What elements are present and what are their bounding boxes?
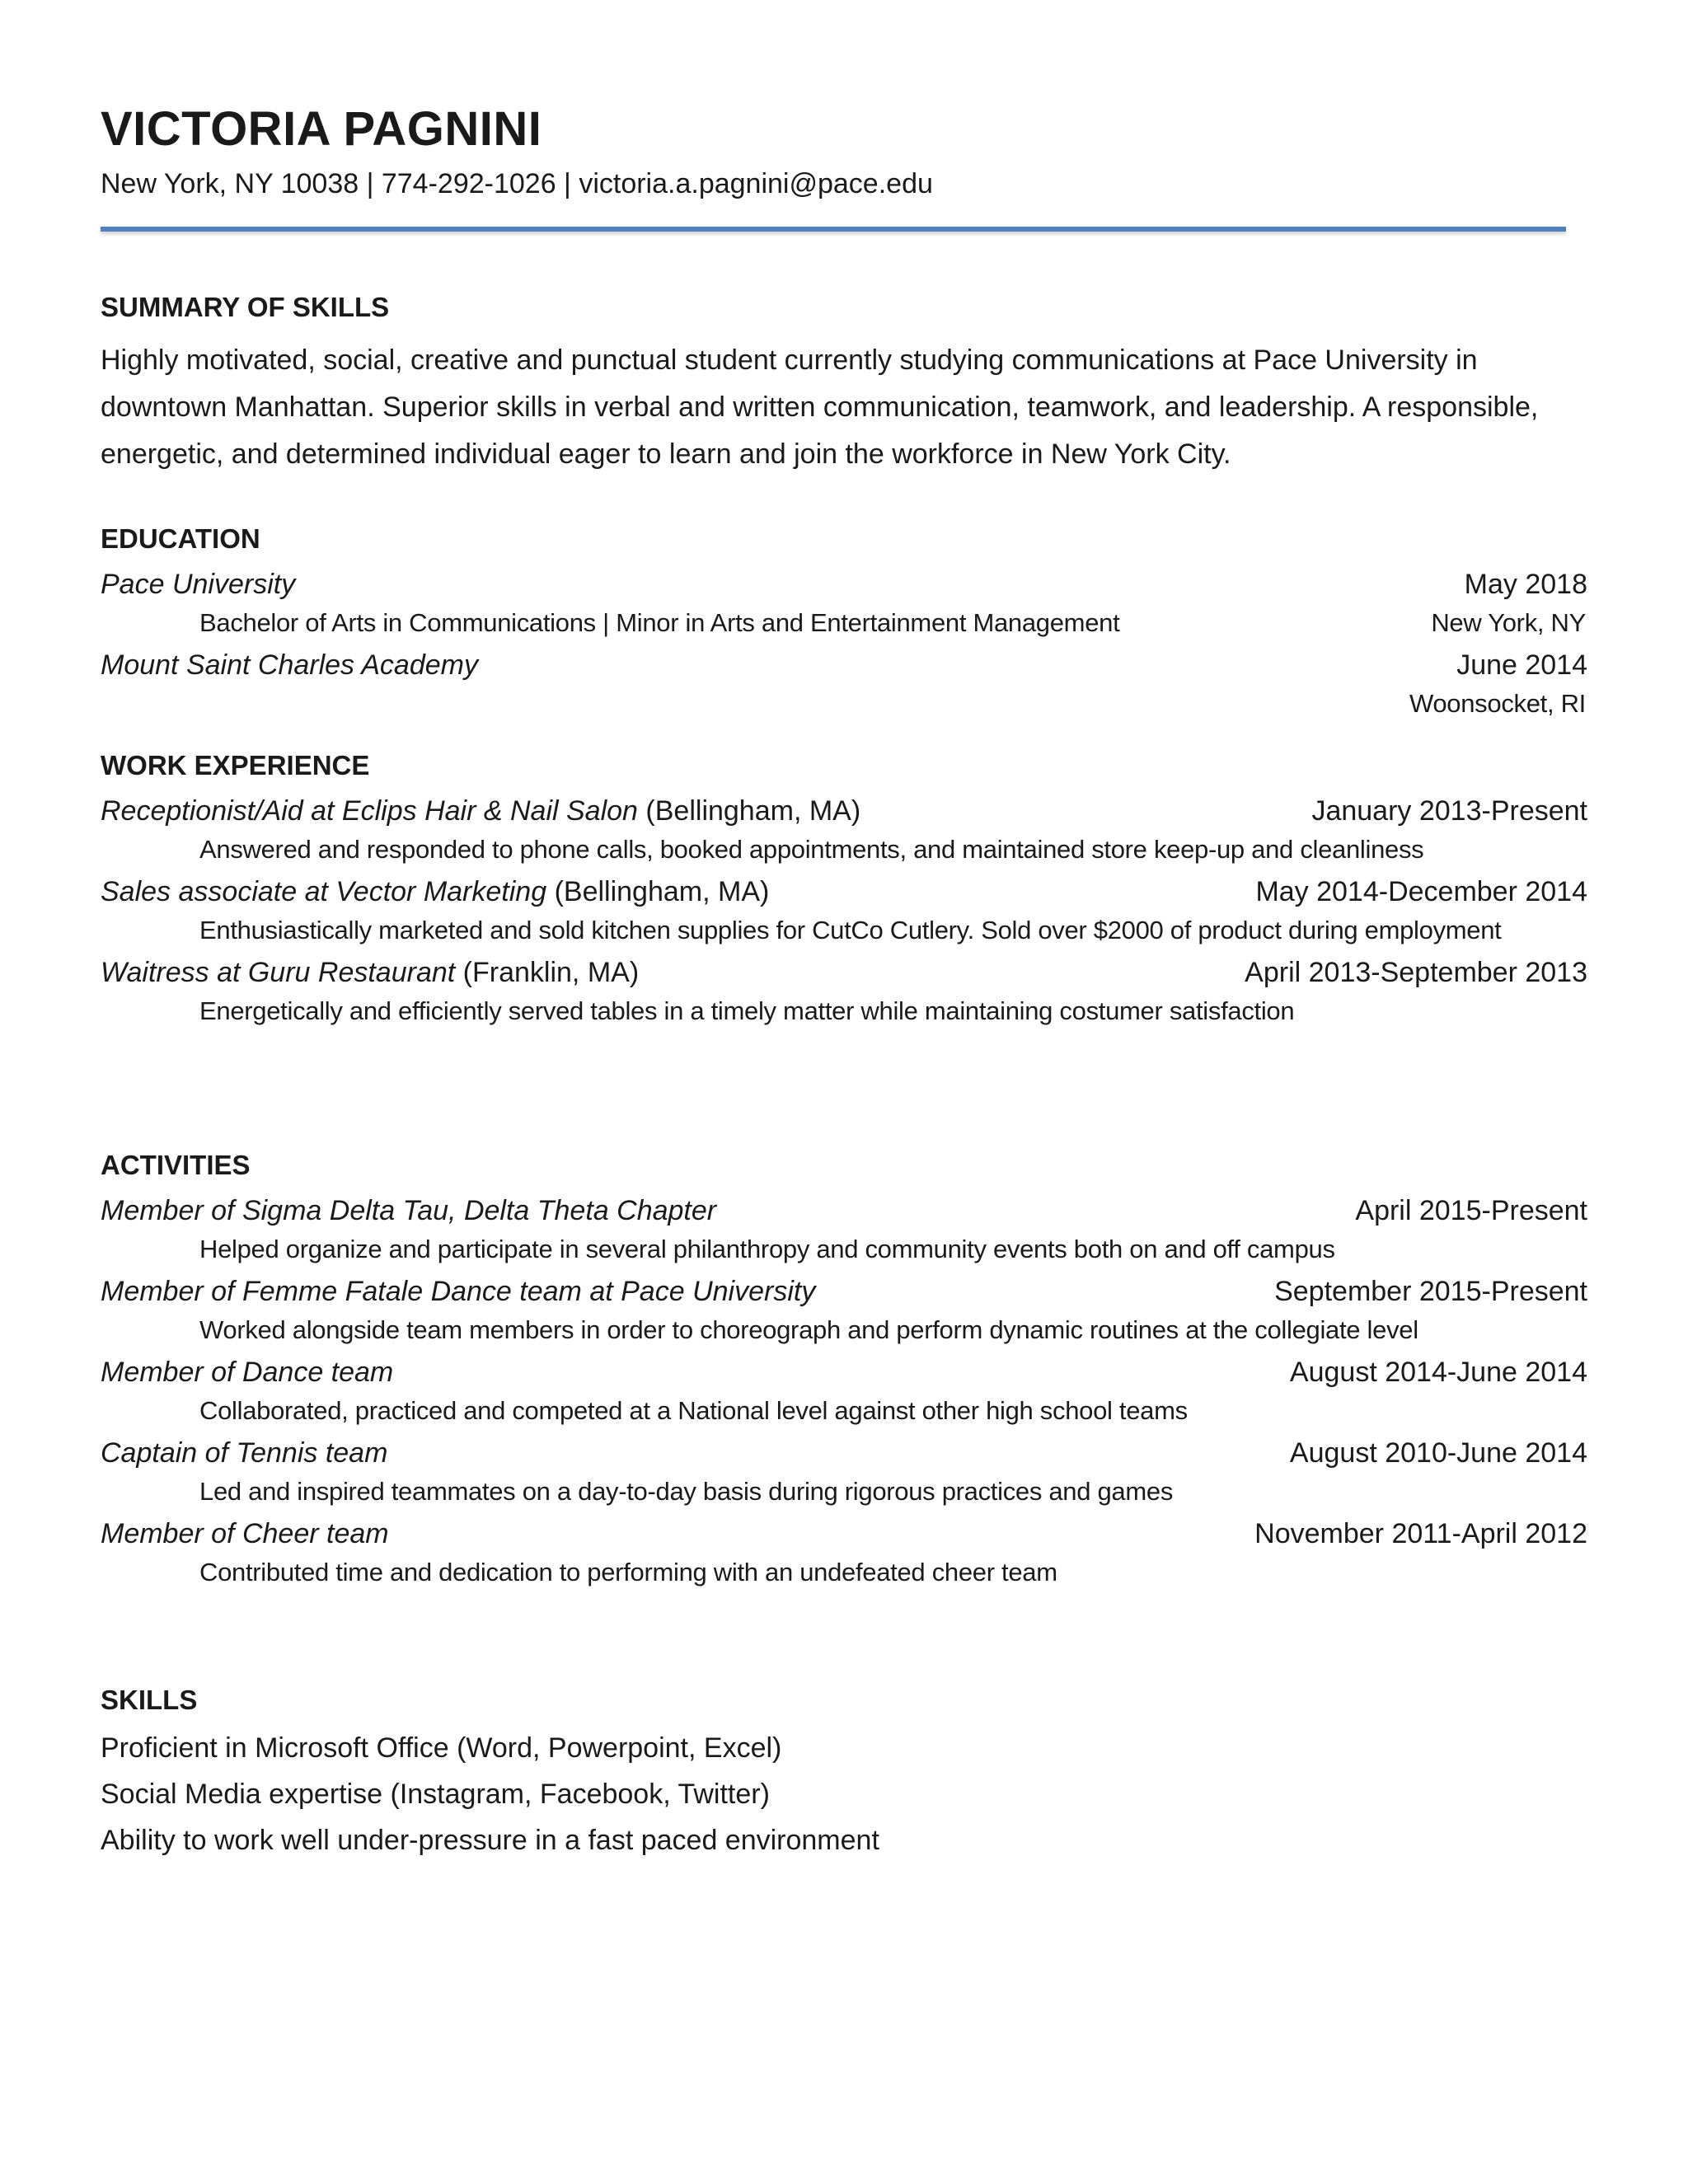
header-divider (101, 227, 1566, 232)
job-date: April 2013-September 2013 (1245, 957, 1587, 988)
school-name: Mount Saint Charles Academy (101, 649, 478, 681)
activities-section (101, 1151, 1589, 1594)
summary-heading: SUMMARY OF SKILLS (101, 292, 390, 322)
education-entry (101, 651, 1589, 679)
activity-date: August 2014-June 2014 (1289, 1357, 1587, 1388)
activities-heading: ACTIVITIES (101, 1150, 251, 1180)
work-heading: WORK EXPERIENCE (101, 750, 370, 780)
education-detail-row (101, 682, 1589, 725)
skills-section (101, 1686, 1589, 1863)
contact-line: New York, NY 10038 | 774-292-1026 | victoria.a.pagnini@pace.edu (101, 168, 933, 199)
skill-item: Ability to work well under-pressure in a fast paced environment (101, 1825, 879, 1856)
activity-date: April 2015-Present (1355, 1195, 1587, 1226)
activity-title: Captain of Tennis team (101, 1437, 388, 1469)
activity-entry (101, 1439, 1589, 1467)
job-title: Receptionist/Aid at Eclips Hair & Nail Salon (101, 795, 638, 827)
school-name: Pace University (101, 569, 296, 600)
job-date: January 2013-Present (1311, 795, 1587, 827)
activity-date: September 2015-Present (1274, 1276, 1587, 1307)
education-entry (101, 570, 1589, 598)
activity-title: Member of Dance team (101, 1357, 394, 1388)
skill-item: Proficient in Microsoft Office (Word, Powerpoint, Excel) (101, 1732, 782, 1764)
activity-date: November 2011-April 2012 (1254, 1518, 1587, 1549)
activity-description: Collaborated, practiced and competed at a National level against other high school teams (199, 1396, 1188, 1425)
job-title: Waitress at Guru Restaurant (101, 957, 456, 988)
activity-title: Member of Cheer team (101, 1518, 389, 1549)
education-date: June 2014 (1456, 649, 1587, 681)
resume-name: VICTORIA PAGNINI (101, 102, 542, 156)
job-location: (Franklin, MA) (462, 957, 640, 988)
job-entry (101, 878, 1589, 906)
job-description: Answered and responded to phone calls, booked appointments, and maintained store keep-up and cleanliness (199, 835, 1424, 864)
activity-description: Led and inspired teammates on a day-to-day basis during rigorous practices and games (199, 1477, 1174, 1506)
activity-entry (101, 1277, 1589, 1305)
education-location: New York, NY (1431, 608, 1586, 637)
job-location: (Bellingham, MA) (554, 876, 770, 907)
job-description: Energetically and efficiently served tables in a timely matter while maintaining costumer satisfaction (199, 996, 1295, 1025)
activity-entry (101, 1358, 1589, 1386)
activity-entry (101, 1520, 1589, 1548)
skill-item: Social Media expertise (Instagram, Facebook, Twitter) (101, 1779, 770, 1810)
education-location: Woonsocket, RI (1409, 689, 1586, 718)
summary-text: Highly motivated, social, creative and punctual student currently studying communications at Pace University in downtown Manhattan. Superior skills in verbal and written communication, teamwork, and leadership. A responsible, energetic, and determined individual eager to learn and join the workforce in New York City. (101, 344, 1539, 470)
activity-description: Contributed time and dedication to performing with an undefeated cheer team (199, 1558, 1057, 1586)
education-detail-row (101, 602, 1589, 644)
activity-title: Member of Sigma Delta Tau, Delta Theta Chapter (101, 1195, 717, 1226)
job-entry (101, 797, 1589, 825)
activity-entry (101, 1197, 1589, 1225)
skills-heading: SKILLS (101, 1685, 198, 1715)
work-section (101, 752, 1589, 1033)
job-entry (101, 958, 1589, 987)
activity-description: Helped organize and participate in several philanthropy and community events both on and off campus (199, 1235, 1335, 1263)
education-heading: EDUCATION (101, 523, 260, 554)
education-section (101, 525, 1589, 725)
summary-section (101, 293, 1589, 478)
resume-page (101, 0, 1589, 2184)
activity-description: Worked alongside team members in order to choreograph and perform dynamic routines at the collegiate level (199, 1315, 1418, 1344)
degree-text: Bachelor of Arts in Communications | Minor in Arts and Entertainment Management (199, 608, 1120, 637)
skills-list (101, 1725, 1589, 1863)
job-location: (Bellingham, MA) (645, 795, 861, 827)
job-title: Sales associate at Vector Marketing (101, 876, 547, 907)
job-date: May 2014-December 2014 (1255, 876, 1587, 907)
activity-date: August 2010-June 2014 (1289, 1437, 1587, 1469)
job-description: Enthusiastically marketed and sold kitchen supplies for CutCo Cutlery. Sold over $2000 of product during employment (199, 916, 1502, 944)
education-date: May 2018 (1464, 569, 1587, 600)
activity-title: Member of Femme Fatale Dance team at Pace University (101, 1276, 816, 1307)
